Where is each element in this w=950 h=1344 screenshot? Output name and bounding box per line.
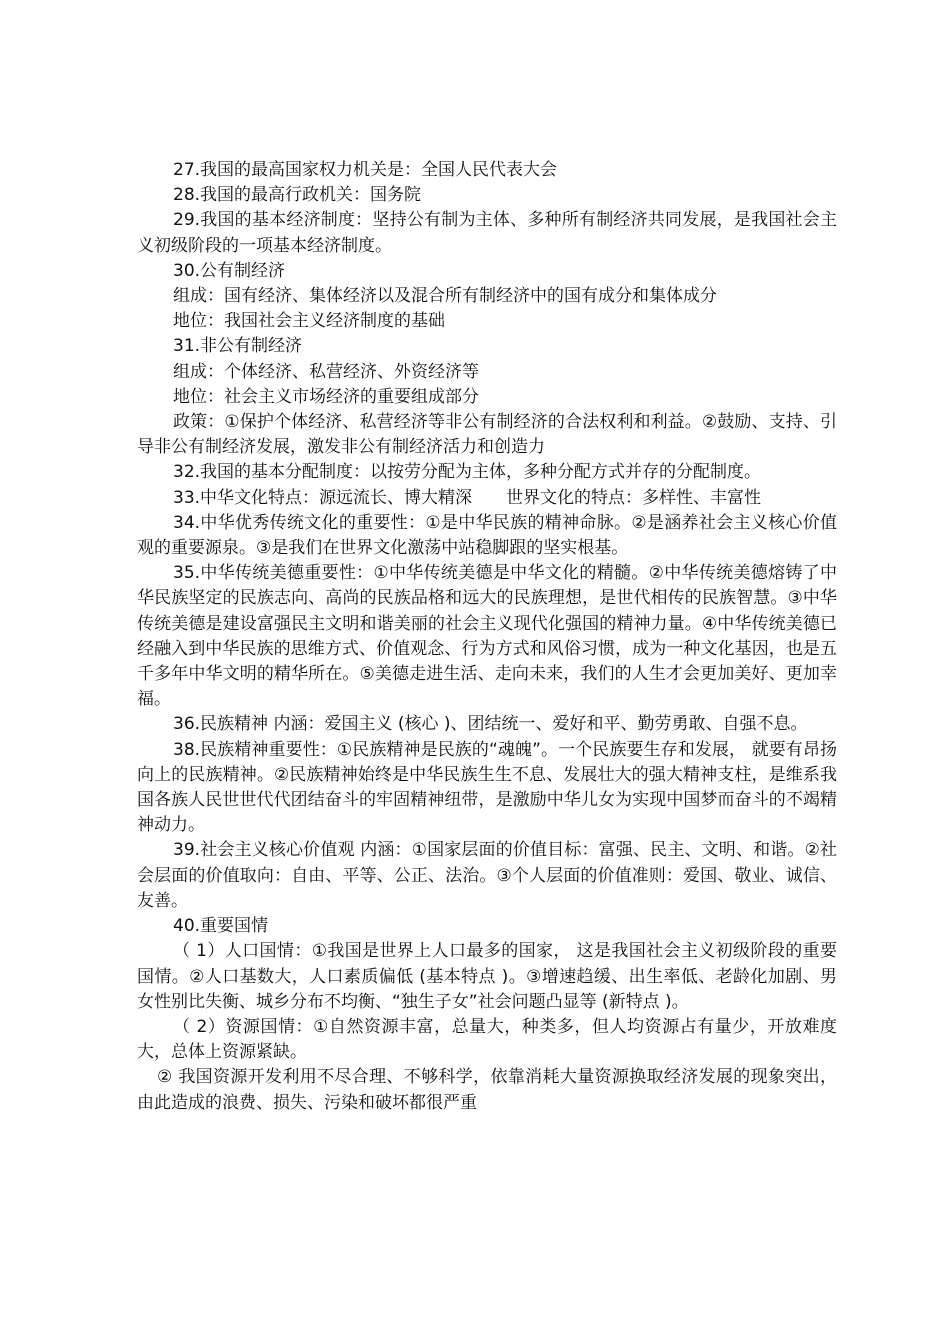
paragraph-31-policy: 政策：①保护个体经济、私营经济等非公有制经济的合法权利和利益。②鼓励、支持、引导非公有制经济发展，激发非公有制经济活力和创造力 <box>137 412 837 458</box>
paragraph-34: 34.中华优秀传统文化的重要性：①是中华民族的精神命脉。②是涵养社会主义核心价值观的重要源泉。③是我们在世界文化激荡中站稳脚跟的坚实根基。 <box>137 512 837 559</box>
paragraph-40: 40.重要国情 <box>173 916 269 937</box>
paragraph-40-resources-2: ② 我国资源开发利用不尽合理、不够科学，依靠消耗大量资源换取经济发展的现象突出，由此造成的浪费、损失、污染和破坏都很严重 <box>137 1067 837 1113</box>
paragraph-31-composition: 组成：个体经济、私营经济、外资经济等 <box>173 361 479 382</box>
paragraph-27: 27.我国的最高国家权力机关是：全国人民代表大会 <box>173 160 558 180</box>
paragraph-35: 35.中华传统美德重要性：①中华传统美德是中华文化的精髓。②中华传统美德熔铸了中华民族坚定的民族志向、高尚的民族品格和远大的民族理想，是世代相传的民族智慧。③中华传统美德是建设富强民主文明和谐美丽的社会主义现代化强国的精神力量。④中华传统美德已经融入到中华民族的思维方式、价值观念、行为方式和风俗习惯，成为一种文化基因，也是五千多年中华文明的精华所在。⑤美德走进生活、走向未来，我们的人生才会更加美好、更加幸福。 <box>137 563 837 710</box>
paragraph-30: 30.公有制经济 <box>173 260 286 281</box>
paragraph-31-status: 地位：社会主义市场经济的重要组成部分 <box>173 386 479 407</box>
paragraph-36: 36.民族精神 内涵：爱国主义 (核心 )、团结统一、爱好和平、勤劳勇敢、自强不息。 <box>173 714 808 735</box>
paragraph-33: 33.中华文化特点：源远流长、博大精深 世界文化的特点：多样性、丰富性 <box>173 487 762 508</box>
paragraph-40-population: （ 1）人口国情：①我国是世界上人口最多的国家， 这是我国社会主义初级阶段的重要国情。②人口基数大，人口素质偏低 (基本特点 )。③增速趋缓、出生率低、老龄化加剧、男女性别比失衡、城乡分布不均衡、“独生子女”社会问题凸显等 (新特点 )。 <box>137 941 837 1012</box>
paragraph-28: 28.我国的最高行政机关：国务院 <box>173 185 422 206</box>
paragraph-30-composition: 组成：国有经济、集体经济以及混合所有制经济中的国有成分和集体成分 <box>173 286 717 307</box>
paragraph-38: 38.民族精神重要性：①民族精神是民族的“魂魄”。一个民族要生存和发展， 就要有昂扬向上的民族精神。②民族精神始终是中华民族生生不息、发展壮大的强大精神支柱，是维系我国各族人民世世代代团结奋斗的牢固精神纽带，是激励中华儿女为实现中国梦而奋斗的不竭精神动力。 <box>137 739 837 836</box>
paragraph-32: 32.我国的基本分配制度：以按劳分配为主体，多种分配方式并存的分配制度。 <box>173 462 762 483</box>
paragraph-31: 31.非公有制经济 <box>173 336 303 357</box>
paragraph-39: 39.社会主义核心价值观 内涵：①国家层面的价值目标：富强、民主、文明、和谐。②社会层面的价值取向：自由、平等、公正、法治。③个人层面的价值准则：爱国、敬业、诚信、友善。 <box>137 840 837 911</box>
paragraph-29: 29.我国的基本经济制度：坚持公有制为主体、多种所有制经济共同发展，是我国社会主义初级阶段的一项基本经济制度。 <box>137 210 837 256</box>
document-body <box>137 158 837 1116</box>
paragraph-40-resources: （ 2）资源国情：①自然资源丰富，总量大，种类多，但人均资源占有量少，开放难度大，总体上资源紧缺。 <box>137 1016 837 1063</box>
paragraph-30-status: 地位：我国社会主义经济制度的基础 <box>173 311 445 332</box>
